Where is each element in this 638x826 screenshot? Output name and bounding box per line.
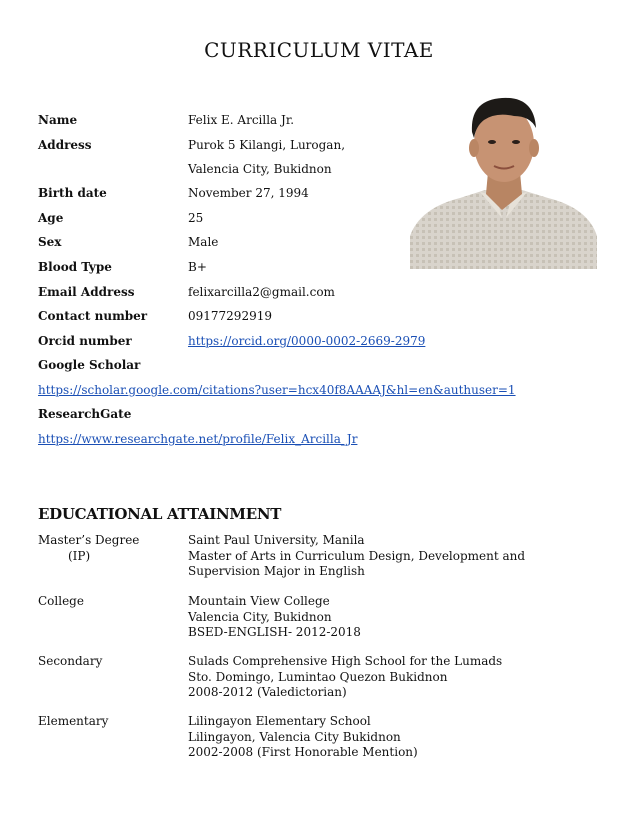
education-level: Secondary [38, 654, 103, 668]
researchgate-label: ResearchGate [38, 407, 132, 421]
education-level: Master’s Degree [38, 533, 140, 547]
age-value: 25 [188, 211, 204, 225]
blood-value: B+ [188, 260, 207, 274]
education-details [188, 594, 361, 641]
education-line: Lilingayon Elementary School [188, 714, 371, 728]
education-level: Elementary [38, 714, 109, 728]
blood-label: Blood Type [38, 260, 112, 274]
researchgate-link[interactable]: https://www.researchgate.net/profile/Felix_Arcilla_Jr [38, 432, 358, 446]
orcid-label: Orcid number [38, 334, 132, 348]
education-sublevel: (IP) [68, 548, 91, 563]
education-line: Lilingayon, Valencia City Bukidnon [188, 729, 401, 744]
scholar-label: Google Scholar [38, 358, 141, 372]
email-value: felixarcilla2@gmail.com [188, 285, 335, 299]
email-label: Email Address [38, 285, 135, 299]
education-details [188, 714, 418, 761]
scholar-link[interactable]: https://scholar.google.com/citations?user=hcx40f8AAAAJ&hl=en&authuser=1 [38, 383, 516, 397]
education-details [188, 533, 525, 580]
education-details [188, 654, 502, 701]
name-label: Name [38, 113, 78, 127]
education-line: Master of Arts in Curriculum Design, Development and [188, 548, 526, 563]
education-line: Supervision Major in English [188, 564, 365, 578]
address-line2: Valencia City, Bukidnon [188, 162, 332, 176]
birth-label: Birth date [38, 186, 107, 200]
contact-value: 09177292919 [188, 309, 272, 323]
cv-title: CURRICULUM VITAE [204, 38, 434, 62]
education-line: Valencia City, Bukidnon [188, 609, 332, 624]
education-line: Saint Paul University, Manila [188, 533, 365, 547]
education-level: College [38, 594, 84, 608]
sex-value: Male [188, 235, 219, 249]
education-line: 2008-2012 (Valedictorian) [188, 685, 347, 699]
education-heading: EDUCATIONAL ATTAINMENT [38, 505, 282, 523]
profile-photo [410, 86, 597, 269]
birth-value: November 27, 1994 [188, 186, 309, 200]
contact-label: Contact number [38, 309, 148, 323]
education-line: Mountain View College [188, 594, 330, 608]
sex-label: Sex [38, 235, 62, 249]
address-line1: Purok 5 Kilangi, Lurogan, [188, 138, 346, 152]
education-line: 2002-2008 (First Honorable Mention) [188, 745, 418, 759]
name-value: Felix E. Arcilla Jr. [188, 113, 295, 127]
address-label: Address [38, 138, 92, 152]
education-line: Sto. Domingo, Lumintao Quezon Bukidnon [188, 669, 448, 684]
education-line: BSED-ENGLISH- 2012-2018 [188, 625, 361, 639]
orcid-link[interactable]: https://orcid.org/0000-0002-2669-2979 [188, 334, 426, 348]
age-label: Age [38, 211, 64, 225]
education-line: Sulads Comprehensive High School for the Lumads [188, 654, 503, 668]
